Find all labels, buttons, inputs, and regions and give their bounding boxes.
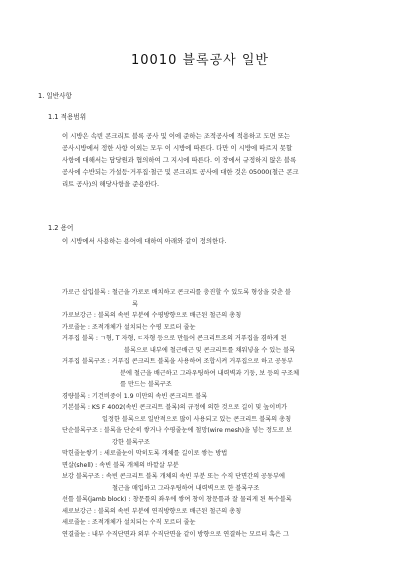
definition-text: 연결줄눈 : 내부 수직단면과 외부 수직단면을 같이 방향으로 연결하는 모르터 혹은 그 xyxy=(62,530,289,538)
definition-text: 가로보강근 : 블록의 속빈 부분에 수평방향으로 배근된 철근의 총칭 xyxy=(62,312,242,319)
definition-text: 기본블록 : KS F 4002(속빈 콘크리트 블록)의 규정에 의한 것으로 길이 및 높이비가 xyxy=(62,404,288,411)
definition-continuation: 일정한 블록으로 일반적으로 많이 사용되고 있는 콘크리트 블록의 총칭 xyxy=(102,415,292,423)
definition-item xyxy=(62,425,362,448)
definition-continuation: 블록으로 내부에 철근배근 및 콘크리트를 채워넣을 수 있는 블록 xyxy=(124,346,296,354)
definition-continuation: 록 xyxy=(132,300,138,308)
definition-continuation: 철근을 매입하고 그라우팅하여 내력벽으로 한 블록구조 xyxy=(112,484,260,492)
scope-paragraph: 이 시방은 속빈 콘크리트 블록 공사 및 이에 준하는 조적공사에 적용하고 도면 또는 공사시방에서 정한 사항 이외는 모두 이 시방에 따른다. 다만 이 시방에 따르지 못할 사항에 대해서는 담당원과 협의하여 그 지시에 따른다. 이 장에서 규정하지 않은 블록 공사에 수반되는 가설등·거푸집·철근 및 콘크리트 공사에 대한 것은 05000(철근 콘크 리트 공사)의 해당사항을 준용한다. xyxy=(62,132,299,188)
definition-text: 보강 블록구조 : 속빈 콘크리트 블록 개체의 속빈 부분 또는 수직 단면간의 공동부에 xyxy=(62,473,285,480)
definition-text: 거푸집 블록구조 : 거푸집 콘크리트 블록을 사용하여 조합시켜 거푸집으로 하고 공동부 xyxy=(62,358,293,365)
definition-item xyxy=(62,287,362,310)
definition-continuation: 를 만드는 블록구조 xyxy=(120,381,172,388)
definition-text: 단순블록구조 : 블록을 단순히 쌓거나 수평줄눈에 철망(wire mesh)을 넣는 정도로 보 xyxy=(62,427,292,434)
definition-item xyxy=(62,494,362,506)
definition-text: 면살(shell) : 속빈 블록 개체의 바깥살 부분 xyxy=(62,461,179,469)
definition-item xyxy=(62,402,362,425)
definition-item xyxy=(62,506,362,518)
definition-item xyxy=(62,471,362,494)
definition-text: 선틀 블록(jamb block) : 창문틀의 좌우에 쌓여 창이 창문틀과 잘 물리게 된 특수블록 xyxy=(62,496,292,503)
definition-text: 가로줄눈 : 조적개체가 설치되는 수평 모르터 줄눈 xyxy=(62,323,196,331)
definition-continuation: 분에 철근을 배근하고 그라우팅하여 내력벽과 기둥, 보 등의 구조체 xyxy=(120,369,300,377)
definition-item xyxy=(62,333,362,356)
definition-continuation: 강한 블록구조 xyxy=(112,438,150,446)
definition-item xyxy=(62,448,362,460)
section-heading-general: 1. 일반사항 xyxy=(38,92,72,100)
definition-item xyxy=(62,310,362,322)
definition-item xyxy=(62,460,362,472)
document-title: 10010 블록공사 일반 xyxy=(131,53,269,68)
definition-text: 세로보강근 : 블록의 속빈 부분에 연직방향으로 배근된 철근의 총칭 xyxy=(62,507,242,515)
definition-item xyxy=(62,322,362,334)
definition-item xyxy=(62,391,362,403)
subsection-heading-scope: 1.1 적용범위 xyxy=(48,113,87,121)
definition-text: 경량블록 : 기건비중이 1.9 미만의 속빈 콘크리트 블록 xyxy=(62,392,208,400)
definition-text: 가로근 삽입블록 : 철근을 가로로 배치하고 콘크리를 충진할 수 있도록 형상을 갖춘 블 xyxy=(62,289,291,296)
subsection-heading-terms: 1.2 용어 xyxy=(48,224,74,232)
definitions-list xyxy=(62,287,362,540)
terms-intro: 이 시방에서 사용하는 용어에 대하여 아래와 같이 정의한다. xyxy=(62,237,227,245)
definition-text: 막힌줄눈쌓기 : 세로줄눈이 막히도록 개체를 길이로 쌓는 방법 xyxy=(62,450,228,457)
definition-item xyxy=(62,529,362,541)
definition-text: 세로줄눈 : 조적개체가 설치되는 수직 모르터 줄눈 xyxy=(62,519,196,526)
definition-item xyxy=(62,356,362,391)
definition-text: 거푸집 블록 : ㄱ형, T 자형, ㄷ자형 등으로 만들어 콘크리트조의 거푸집을 겸하게 된 xyxy=(62,335,287,342)
definition-item xyxy=(62,517,362,529)
